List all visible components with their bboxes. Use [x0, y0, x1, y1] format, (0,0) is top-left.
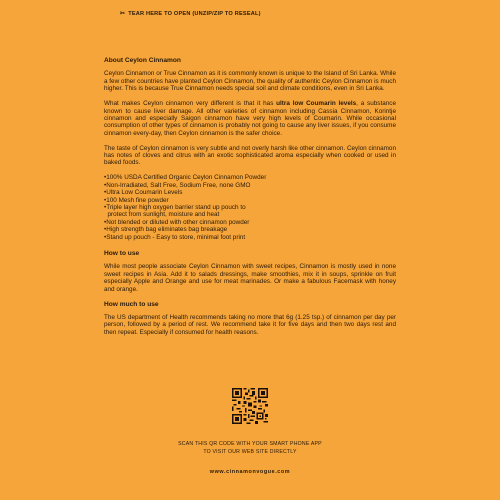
- about-paragraph-2: What makes Ceylon cinnamon very different is that it has ultra low Coumarin levels, a substance known to cause liver damage. All other varieties of cinnamon including Cassia Cinnamon, Korintje cinnamon and especially Saigon cinnamon have very high levels of Coumarin. While occasional consumption of other types of cinnamon is probably not going to cause any liver issues, if you consume cinnamon every-day, then Ceylon cinnamon is the safer choice.: [104, 100, 396, 137]
- feature-item: •Triple layer high oxygen barrier stand up pouch to: [104, 204, 246, 211]
- label-text: [104, 57, 396, 344]
- feature-item: •Not blended or diluted with other cinnamon powder: [104, 218, 250, 226]
- feature-item: •Ultra Low Coumarin Levels: [104, 189, 183, 197]
- feature-item: •Non-Irradiated, Salt Free, Sodium Free, none GMO: [104, 181, 251, 189]
- feature-item: protect from sunlight, moisture and heat: [104, 211, 220, 219]
- feature-item: •High strength bag eliminates bag breakage: [104, 226, 228, 234]
- qr-instruction-line-2: TO VISIT OUR WEB SITE DIRECTLY: [203, 448, 297, 455]
- qr-code-icon[interactable]: [232, 388, 268, 424]
- how-much-text: The US department of Health recommends taking no more that 6g (1.25 tsp.) of cinnamon per day per person, followed by a period of rest. We recommend take it for five days and then two days rest and then repeat. Especially if consumed for health reasons.: [104, 313, 396, 336]
- feature-item: •100 Mesh fine powder: [104, 196, 169, 204]
- tear-instruction: [120, 10, 261, 17]
- how-to-use-text: While most people associate Ceylon Cinnamon with sweet recipes, Cinnamon is mostly used in none sweet recipes in Asia. Add it to salads dressings, make smoothies, mix it in soups, sprinkle on fruit especially Apple and Orange and use for meat marinades. Or make a fabulous Facemask with honey and orange.: [104, 263, 396, 293]
- scissors-icon: ✂: [120, 11, 126, 17]
- feature-list: [104, 174, 396, 241]
- feature-item: •Stand up pouch - Easy to store, minimal foot print: [104, 233, 246, 241]
- qr-instruction-line-1: SCAN THIS QR CODE WITH YOUR SMART PHONE APP: [178, 441, 322, 447]
- about-paragraph-3: The taste of Ceylon cinnamon is very subtle and not overly harsh like other cinnamon. Ceylon cinnamon has notes of cloves and citrus with an exotic sophisticated aroma especially when cooked or used in baked foods.: [104, 144, 396, 167]
- about-heading: About Ceylon Cinnamon: [104, 57, 181, 64]
- qr-instructions: [0, 441, 500, 456]
- feature-item: •100% USDA Certified Organic Ceylon Cinnamon Powder: [104, 174, 267, 182]
- tear-text: TEAR HERE TO OPEN (UNZIP/ZIP TO RESEAL): [128, 11, 261, 17]
- website-link[interactable]: www.cinnamonvogue.com: [209, 469, 291, 475]
- about-paragraph-1: Ceylon Cinnamon or True Cinnamon as it is commonly known is unique to the Island of Sri Lanka. While a few other countries have planted Ceylon Cinnamon, the quality of authentic Ceylon Cinnamon is much higher. This is because True Cinnamon needs special soil and climate conditions, even in Sri Lanka.: [104, 70, 396, 93]
- coumarin-highlight: ultra low Coumarin levels: [276, 100, 357, 108]
- how-to-use-heading: How to use: [104, 250, 140, 258]
- how-much-heading: How much to use: [104, 300, 159, 308]
